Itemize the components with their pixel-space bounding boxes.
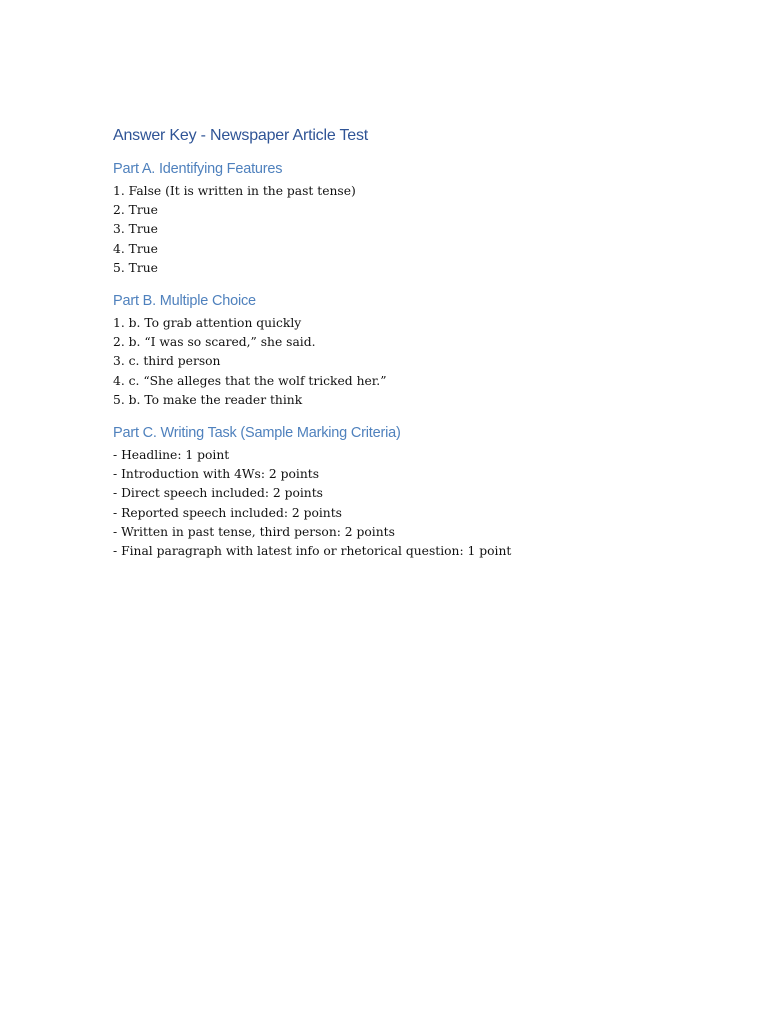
list-item: - Introduction with 4Ws: 2 points xyxy=(113,467,320,482)
list-item: - Final paragraph with latest info or rhetorical question: 1 point xyxy=(113,544,512,559)
list-item: 1. b. To grab attention quickly xyxy=(113,316,302,331)
list-item: 5. b. To make the reader think xyxy=(113,392,303,407)
list-item: 2. True xyxy=(113,203,158,218)
list-item: - Reported speech included: 2 points xyxy=(113,505,342,520)
section-part-b xyxy=(113,290,673,410)
answer-list-part-b xyxy=(113,314,673,410)
criteria-list-part-c xyxy=(113,446,673,561)
section-heading-part-c: Part C. Writing Task (Sample Marking Criteria) xyxy=(113,425,401,442)
section-part-a xyxy=(113,158,673,278)
document-title: Answer Key - Newspaper Article Test xyxy=(113,127,369,144)
list-item: 3. c. third person xyxy=(113,354,221,369)
list-item: 2. b. “I was so scared,” she said. xyxy=(113,335,316,350)
section-part-c xyxy=(113,422,673,561)
list-item: 4. c. “She alleges that the wolf tricked her.” xyxy=(113,373,387,388)
list-item: - Written in past tense, third person: 2 points xyxy=(113,524,395,539)
list-item: 5. True xyxy=(113,260,158,275)
list-item: 3. True xyxy=(113,222,158,237)
section-heading-part-a: Part A. Identifying Features xyxy=(113,161,283,177)
list-item: 1. False (It is written in the past tense) xyxy=(113,184,356,198)
list-item: - Direct speech included: 2 points xyxy=(113,486,323,501)
section-heading-part-b: Part B. Multiple Choice xyxy=(113,293,256,310)
list-item: 4. True xyxy=(113,241,158,256)
list-item: - Headline: 1 point xyxy=(113,448,230,463)
document-page xyxy=(113,124,673,561)
answer-list-part-a xyxy=(113,182,673,278)
